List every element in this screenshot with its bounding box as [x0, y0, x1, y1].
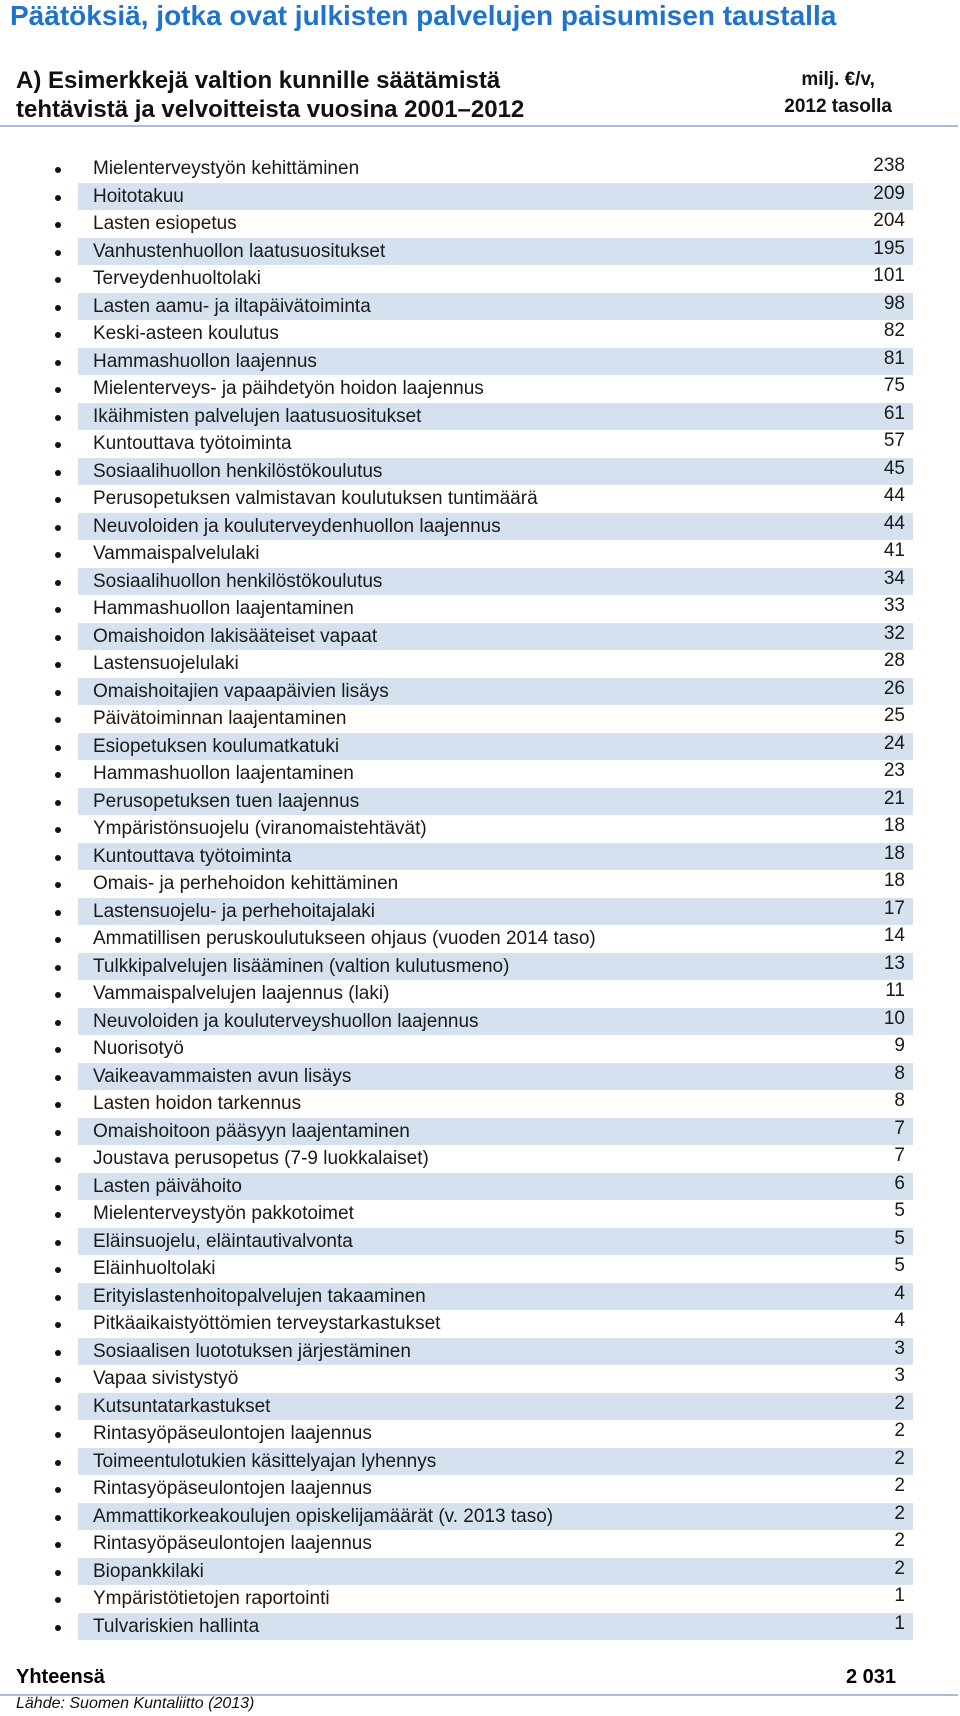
list-item-label: Rintasyöpäseulontojen laajennus	[93, 1478, 372, 1499]
bullet-icon	[55, 1377, 61, 1383]
list-item	[8, 1558, 913, 1586]
bullet-icon	[55, 1212, 61, 1218]
list-item-value: 5	[894, 1200, 905, 1221]
list-item-value: 4	[894, 1282, 905, 1304]
list-item	[8, 320, 913, 348]
bullet-icon	[55, 497, 61, 503]
list-item	[8, 403, 913, 431]
list-item-label: Omaishoitajien vapaapäivien lisäys	[93, 680, 389, 702]
list-item	[8, 1338, 913, 1366]
list-item-value: 10	[883, 1007, 905, 1029]
bullet-icon	[55, 552, 61, 558]
list-item	[8, 348, 913, 376]
list-item-label: Lastensuojelulaki	[93, 653, 239, 674]
list-item-label: Mielenterveys- ja päihdetyön hoidon laajennus	[93, 378, 484, 399]
source-note: Lähde: Suomen Kuntaliitto (2013)	[16, 1695, 255, 1712]
bullet-icon	[8, 1118, 78, 1146]
list-item	[8, 1090, 913, 1118]
list-item-value: 209	[873, 182, 905, 204]
list-item-label: Vanhustenhuollon laatusuositukset	[93, 240, 386, 262]
list-item-value: 98	[883, 292, 905, 314]
list-item-value: 32	[883, 622, 905, 644]
list-item-value: 2	[894, 1447, 905, 1469]
list-item	[8, 430, 913, 458]
list-item-label: Mielenterveystyön pakkotoimet	[93, 1203, 354, 1224]
list-item-value: 33	[883, 595, 905, 616]
list-item-label: Joustava perusopetus (7-9 luokkalaiset)	[93, 1148, 429, 1169]
list-item-label: Ammatillisen peruskoulutukseen ohjaus (vuoden 2014 taso)	[93, 928, 596, 949]
list-item-value: 44	[883, 485, 905, 506]
list-item	[8, 513, 913, 541]
list-item-value: 21	[883, 787, 905, 809]
bullet-icon	[8, 623, 78, 651]
list-item	[8, 1063, 913, 1091]
list-item	[8, 788, 913, 816]
bullet-icon	[8, 1613, 78, 1641]
list-item-value: 81	[883, 347, 905, 369]
list-item-label: Omais- ja perhehoidon kehittäminen	[93, 873, 399, 894]
list-item-value: 34	[883, 567, 905, 589]
list-item-label: Lasten aamu- ja iltapäivätoiminta	[93, 295, 371, 317]
list-item	[8, 705, 913, 733]
bullet-icon	[8, 1503, 78, 1531]
list-item-value: 2	[894, 1502, 905, 1524]
list-item-value: 75	[883, 375, 905, 396]
list-item-value: 82	[883, 320, 905, 341]
list-item-label: Mielenterveystyön kehittäminen	[93, 158, 360, 179]
bullet-icon	[55, 992, 61, 998]
list-item-label: Toimeentulotukien käsittelyajan lyhennys	[93, 1450, 437, 1472]
list-item-label: Lasten esiopetus	[93, 213, 237, 234]
page-title: Päätöksiä, jotka ovat julkisten palvelujen paisumisen taustalla	[10, 0, 837, 31]
list-item	[8, 980, 913, 1008]
bullet-icon	[8, 183, 78, 211]
list-item-label: Perusopetuksen tuen laajennus	[93, 790, 360, 812]
list-item	[8, 1475, 913, 1503]
list-item	[8, 898, 913, 926]
list-item	[8, 238, 913, 266]
list-item	[8, 1503, 913, 1531]
list-item-label: Sosiaalihuollon henkilöstökoulutus	[93, 460, 383, 482]
list-item	[8, 540, 913, 568]
list-item	[8, 815, 913, 843]
bullet-icon	[55, 717, 61, 723]
list-item-value: 7	[894, 1117, 905, 1139]
bullet-icon	[55, 1432, 61, 1438]
list-item-value: 26	[883, 677, 905, 699]
list-item-value: 5	[894, 1255, 905, 1276]
list-item-label: Hammashuollon laajentaminen	[93, 598, 354, 619]
list-item-label: Neuvoloiden ja kouluterveyshuollon laajennus	[93, 1010, 479, 1032]
list-item	[8, 1530, 913, 1558]
obligations-list	[8, 155, 913, 1640]
list-item-label: Ikäihmisten palvelujen laatusuositukset	[93, 405, 422, 427]
bullet-icon	[8, 1448, 78, 1476]
list-item	[8, 953, 913, 981]
list-item	[8, 678, 913, 706]
list-item-label: Kutsuntatarkastukset	[93, 1395, 271, 1417]
list-item-value: 57	[883, 430, 905, 451]
bullet-icon	[8, 843, 78, 871]
list-item-label: Kuntouttava työtoiminta	[93, 433, 292, 454]
list-item-value: 6	[894, 1172, 905, 1194]
bullet-icon	[8, 733, 78, 761]
list-item	[8, 568, 913, 596]
list-item	[8, 1365, 913, 1393]
list-item-label: Vammaispalvelulaki	[93, 543, 260, 564]
list-item	[8, 155, 913, 183]
list-item-value: 18	[883, 870, 905, 891]
list-item-value: 9	[894, 1035, 905, 1056]
list-item-value: 41	[883, 540, 905, 561]
list-item-label: Perusopetuksen valmistavan koulutuksen tuntimäärä	[93, 488, 538, 509]
bullet-icon	[55, 772, 61, 778]
list-item-value: 44	[883, 512, 905, 534]
section-heading-line2: tehtävistä ja velvoitteista vuosina 2001–2012	[16, 96, 525, 123]
bullet-icon	[55, 332, 61, 338]
bullet-icon	[8, 348, 78, 376]
list-item-value: 14	[883, 925, 905, 946]
list-item-value: 17	[883, 897, 905, 919]
section-heading-line1: A) Esimerkkejä valtion kunnille säätämistä	[16, 67, 501, 94]
list-item-label: Hammashuollon laajentaminen	[93, 763, 354, 784]
list-item-label: Päivätoiminnan laajentaminen	[93, 708, 347, 729]
list-item-label: Pitkäaikaistyöttömien terveystarkastukset	[93, 1313, 441, 1334]
list-item-label: Tulkkipalvelujen lisääminen (valtion kulutusmeno)	[93, 955, 510, 977]
bullet-icon	[55, 442, 61, 448]
list-item-label: Nuorisotyö	[93, 1038, 184, 1059]
list-item-value: 195	[873, 237, 905, 259]
bullet-icon	[55, 387, 61, 393]
list-item-label: Rintasyöpäseulontojen laajennus	[93, 1423, 372, 1444]
list-item-value: 2	[894, 1392, 905, 1414]
list-item-value: 101	[873, 265, 905, 286]
list-item-value: 238	[873, 155, 905, 176]
list-item-label: Erityislastenhoitopalvelujen takaaminen	[93, 1285, 426, 1307]
bullet-icon	[55, 1047, 61, 1053]
bullet-icon	[8, 1338, 78, 1366]
bullet-icon	[8, 1558, 78, 1586]
list-item-label: Hammashuollon laajennus	[93, 350, 317, 372]
section-heading	[16, 66, 524, 124]
bullet-icon	[8, 1228, 78, 1256]
list-item-value: 18	[883, 842, 905, 864]
bullet-icon	[8, 403, 78, 431]
list-item-label: Omaishoidon lakisääteiset vapaat	[93, 625, 378, 647]
list-item	[8, 1228, 913, 1256]
list-item-label: Omaishoitoon pääsyyn laajentaminen	[93, 1120, 410, 1142]
bullet-icon	[55, 1322, 61, 1328]
bullet-icon	[55, 1597, 61, 1603]
bullet-icon	[55, 1102, 61, 1108]
list-item-label: Lasten hoidon tarkennus	[93, 1093, 302, 1114]
list-item-label: Ympäristötietojen raportointi	[93, 1588, 330, 1609]
list-item	[8, 1145, 913, 1173]
list-item-value: 25	[883, 705, 905, 726]
bullet-icon	[8, 678, 78, 706]
list-item-label: Keski-asteen koulutus	[93, 323, 279, 344]
unit-label	[784, 66, 892, 120]
list-item	[8, 595, 913, 623]
list-item	[8, 843, 913, 871]
bullet-icon	[55, 1487, 61, 1493]
list-item	[8, 1255, 913, 1283]
bullet-icon	[8, 788, 78, 816]
bullet-icon	[8, 1173, 78, 1201]
unit-label-line1: milj. €/v,	[801, 69, 875, 90]
list-item	[8, 1173, 913, 1201]
list-item-value: 5	[894, 1227, 905, 1249]
bullet-icon	[8, 1063, 78, 1091]
list-item-label: Lastensuojelu- ja perhehoitajalaki	[93, 900, 376, 922]
list-item-value: 28	[883, 650, 905, 671]
bullet-icon	[8, 953, 78, 981]
bullet-icon	[55, 167, 61, 173]
list-item-label: Vapaa sivistystyö	[93, 1368, 239, 1389]
bullet-icon	[55, 882, 61, 888]
list-item-value: 1	[894, 1585, 905, 1606]
bullet-icon	[8, 898, 78, 926]
list-item-label: Rintasyöpäseulontojen laajennus	[93, 1533, 372, 1554]
bullet-icon	[8, 458, 78, 486]
list-item	[8, 623, 913, 651]
bullet-icon	[8, 238, 78, 266]
list-item-label: Biopankkilaki	[93, 1560, 204, 1582]
list-item-value: 8	[894, 1090, 905, 1111]
list-item	[8, 210, 913, 238]
list-item-label: Kuntouttava työtoiminta	[93, 845, 292, 867]
list-item-value: 18	[883, 815, 905, 836]
list-item-value: 11	[885, 980, 905, 1001]
list-item	[8, 1035, 913, 1063]
list-item-value: 3	[894, 1365, 905, 1386]
bullet-icon	[55, 937, 61, 943]
bullet-icon	[8, 1008, 78, 1036]
list-item-value: 1	[894, 1612, 905, 1634]
list-item	[8, 1420, 913, 1448]
bullet-icon	[55, 277, 61, 283]
list-item	[8, 1200, 913, 1228]
list-item-label: Neuvoloiden ja kouluterveydenhuollon laajennus	[93, 515, 501, 537]
bullet-icon	[55, 827, 61, 833]
list-item-value: 61	[883, 402, 905, 424]
list-item-value: 24	[883, 732, 905, 754]
list-item	[8, 1613, 913, 1641]
list-item	[8, 183, 913, 211]
bullet-icon	[8, 293, 78, 321]
list-item	[8, 870, 913, 898]
list-item-value: 2	[894, 1557, 905, 1579]
list-item	[8, 650, 913, 678]
bullet-icon	[55, 1267, 61, 1273]
list-item-label: Vammaispalvelujen laajennus (laki)	[93, 983, 390, 1004]
bullet-icon	[8, 1283, 78, 1311]
list-item-label: Lasten päivähoito	[93, 1175, 242, 1197]
bullet-icon	[55, 1542, 61, 1548]
list-item-label: Sosiaalisen luototuksen järjestäminen	[93, 1340, 411, 1362]
list-item	[8, 375, 913, 403]
list-item-label: Ympäristönsuojelu (viranomaistehtävät)	[93, 818, 427, 839]
list-item-label: Ammattikorkeakoulujen opiskelijamäärät (v. 2013 taso)	[93, 1505, 554, 1527]
bullet-icon	[55, 662, 61, 668]
list-item-value: 2	[894, 1530, 905, 1551]
list-item-label: Eläinsuojelu, eläintautivalvonta	[93, 1230, 353, 1252]
total-label: Yhteensä	[16, 1666, 105, 1688]
list-item	[8, 733, 913, 761]
list-item-label: Terveydenhuoltolaki	[93, 268, 261, 289]
list-item-label: Eläinhuoltolaki	[93, 1258, 216, 1279]
list-item	[8, 485, 913, 513]
list-item	[8, 760, 913, 788]
list-item-value: 13	[883, 952, 905, 974]
list-item	[8, 1118, 913, 1146]
unit-label-line2: 2012 tasolla	[784, 96, 892, 117]
list-item-value: 7	[894, 1145, 905, 1166]
list-item	[8, 293, 913, 321]
list-item-value: 4	[894, 1310, 905, 1331]
total-value: 2 031	[845, 1666, 896, 1688]
bullet-icon	[8, 513, 78, 541]
list-item-label: Hoitotakuu	[93, 185, 184, 207]
header-divider	[0, 125, 958, 127]
list-item	[8, 1008, 913, 1036]
list-item	[8, 925, 913, 953]
list-item-label: Vaikeavammaisten avun lisäys	[93, 1065, 352, 1087]
list-item-value: 204	[873, 210, 905, 231]
list-item-value: 45	[883, 457, 905, 479]
list-item	[8, 1310, 913, 1338]
list-item	[8, 1283, 913, 1311]
list-item-value: 3	[894, 1337, 905, 1359]
list-item-value: 8	[894, 1062, 905, 1084]
bullet-icon	[8, 1393, 78, 1421]
bullet-icon	[55, 607, 61, 613]
list-item-value: 2	[894, 1475, 905, 1496]
list-item	[8, 1585, 913, 1613]
list-item	[8, 1393, 913, 1421]
list-item-value: 2	[894, 1420, 905, 1441]
bullet-icon	[55, 222, 61, 228]
list-item-label: Esiopetuksen koulumatkatuki	[93, 735, 340, 757]
list-item-label: Tulvariskien hallinta	[93, 1615, 260, 1637]
list-item-value: 23	[883, 760, 905, 781]
list-item	[8, 265, 913, 293]
list-item	[8, 1448, 913, 1476]
bullet-icon	[8, 568, 78, 596]
bullet-icon	[55, 1157, 61, 1163]
list-item-label: Sosiaalihuollon henkilöstökoulutus	[93, 570, 383, 592]
list-item	[8, 458, 913, 486]
